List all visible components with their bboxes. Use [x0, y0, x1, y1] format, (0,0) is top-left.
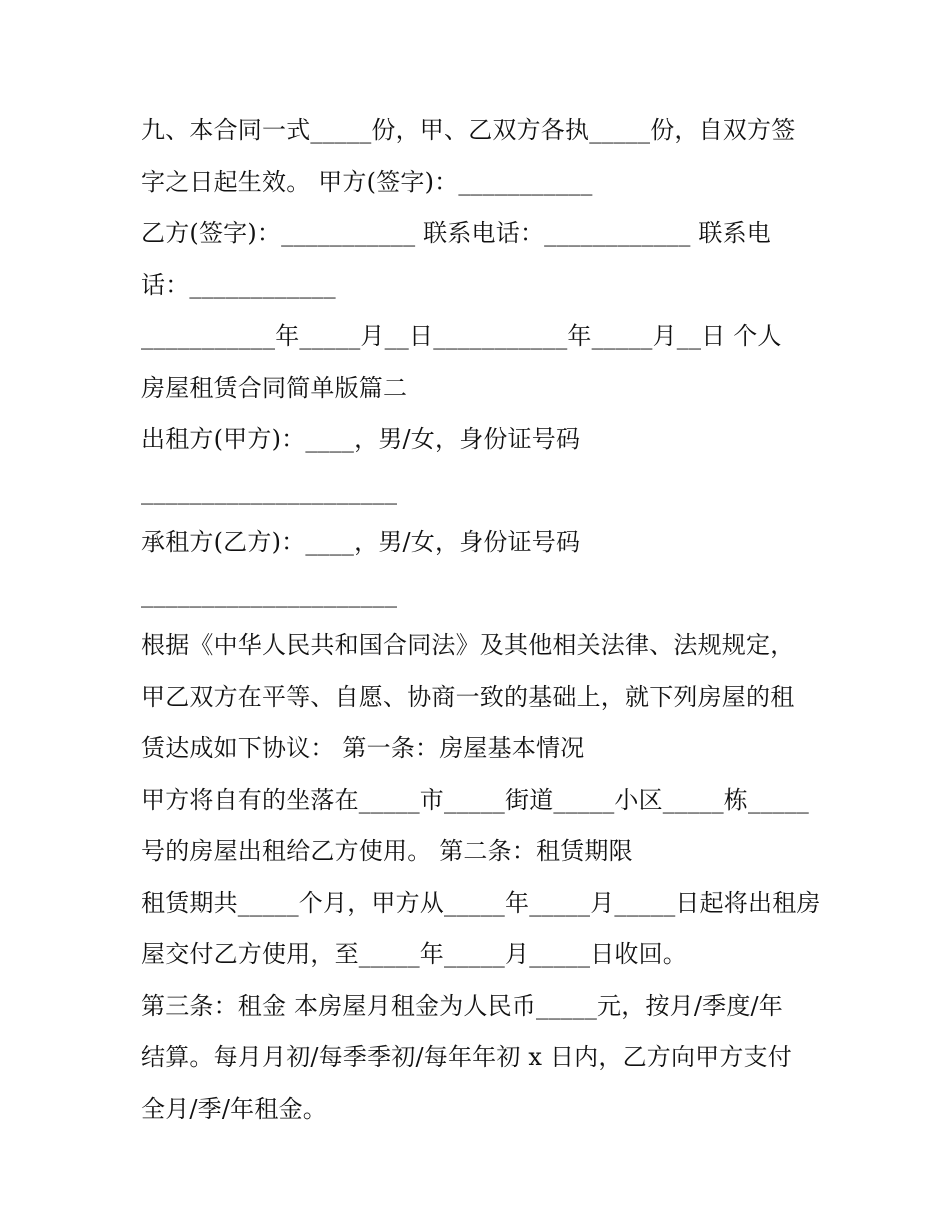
text-line: 九、本合同一式_____份，甲、乙双方各执_____份，自双方签 — [141, 116, 796, 144]
text-line: 甲乙双方在平等、自愿、协商一致的基础上，就下列房屋的租 — [141, 682, 795, 711]
text-line: 赁达成如下协议： 第一条：房屋基本情况 — [141, 734, 585, 762]
text-line: 租赁期共_____个月，甲方从_____年_____月_____日起将出租房 — [141, 888, 821, 917]
blank-line: _____________________ — [141, 476, 398, 505]
section-title: 房屋租赁合同简单版篇二 — [141, 373, 408, 402]
document-body — [141, 105, 831, 1135]
text-line: 乙方(签字)：___________ 联系电话：____________ 联系电 — [141, 219, 771, 247]
text-line: 全月/季/年租金。 — [141, 1094, 327, 1123]
text-line: 号的房屋出租给乙方使用。 第二条：租赁期限 — [141, 837, 633, 865]
text-line: 根据《中华人民共和国合同法》及其他相关法律、法规规定， — [141, 631, 795, 659]
blank-line: _____________________ — [141, 579, 398, 608]
text-line: 结算。每月月初/每季季初/每年年初 x 日内，乙方向甲方支付 — [141, 1043, 792, 1071]
text-line: 出租方(甲方)：____，男/女，身份证号码 — [141, 425, 581, 453]
text-line: 字之日起生效。 甲方(签字)：___________ — [141, 167, 593, 196]
text-line: 屋交付乙方使用，至_____年_____月_____日收回。 — [141, 940, 687, 968]
text-line: ___________年_____月__日___________年_____月__日 个人 — [141, 322, 782, 350]
text-line: 话：____________ — [141, 270, 336, 299]
text-line: 第三条：租金 本房屋月租金为人民币_____元，按月/季度/年 — [141, 991, 783, 1020]
text-line: 甲方将自有的坐落在_____市_____街道_____小区_____栋_____ — [141, 785, 809, 814]
text-line: 承租方(乙方)：____，男/女，身份证号码 — [141, 528, 581, 556]
